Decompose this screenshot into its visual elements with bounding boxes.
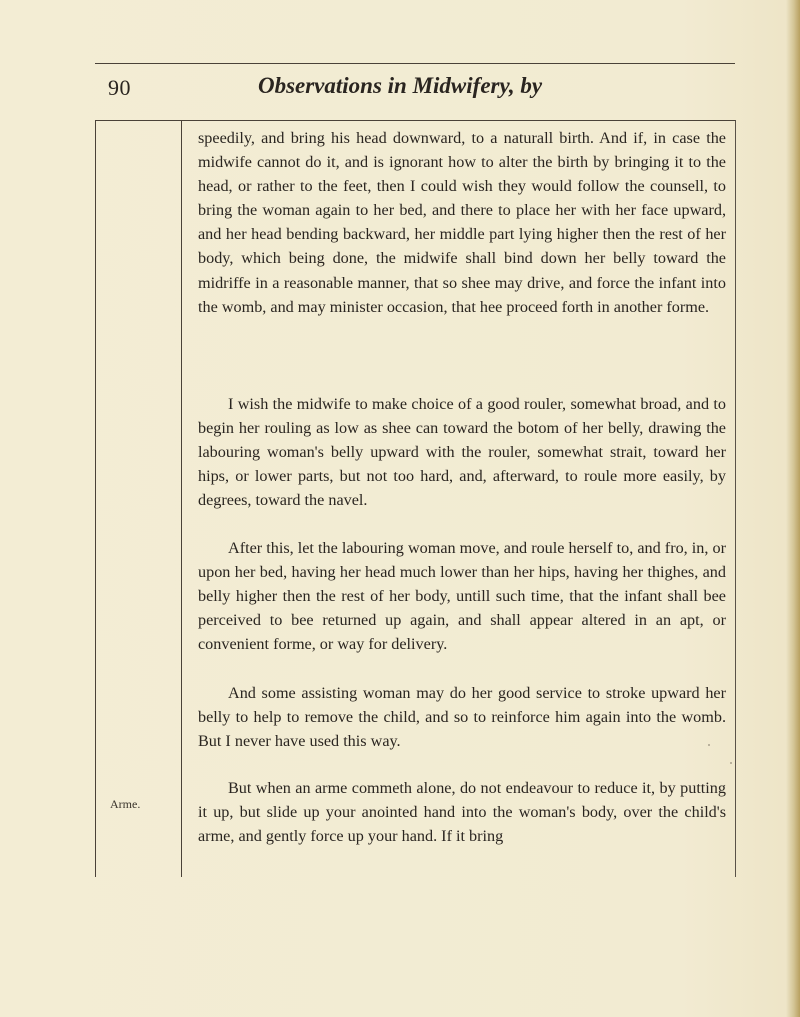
- page-number: 90: [108, 75, 131, 100]
- top-rule: [95, 63, 735, 64]
- page-edge-shadow: [786, 0, 800, 1017]
- paragraph: And some assisting woman may do her good service to stroke upward her belly to help to remove the child, and so to reinforce him again into the womb. But I never have used this way.: [198, 684, 726, 751]
- ink-speck: [708, 744, 710, 746]
- paragraph: But when an arme commeth alone, do not endeavour to reduce it, by putting it up, but slide up your anointed hand into the woman's body, over the child's arme, and gently force up your hand. If it bring: [198, 779, 726, 846]
- paragraph: After this, let the labouring woman move, and roule herself to, and fro, in, or upon her bed, having her head much lower than her hips, having her thighes, and belly higher then the rest of her body, untill such time, that the infant shall bee perceived to bee returned up again, and shall appear altered in an apt, or convenient forme, or way for delivery.: [198, 539, 726, 654]
- paragraph: I wish the midwife to make choice of a good rouler, somewhat broad, and to begin her rouling as low as shee can toward the botom of her belly, drawing the labouring woman's belly upward with the rouler, somewhat strait, toward her hips, or lower parts, but not too hard, and, afterward, to roule more easily, by degrees, toward the navel.: [198, 395, 726, 510]
- running-head: Observations in Midwifery, by: [257, 73, 543, 98]
- margin-divider: [181, 120, 182, 877]
- paragraph: speedily, and bring his head downward, to a naturall birth. And if, in case the midwife cannot do it, and is ignorant how to alter the birth by bringing it to the head, or rather to the feet, then I could wish they would follow the counsell, to bring the woman again to her bed, and there to place her with her face upward, and her head bending backward, her middle part lying higher then the rest of her body, which being done, the midwife shall bind down her belly toward the midriffe in a reasonable manner, that so shee may drive, and force the infant into the womb, and may minister occasion, that hee proceed forth in another forme.: [198, 129, 726, 316]
- margin-note: Arme.: [110, 797, 141, 811]
- ink-speck: [730, 762, 732, 764]
